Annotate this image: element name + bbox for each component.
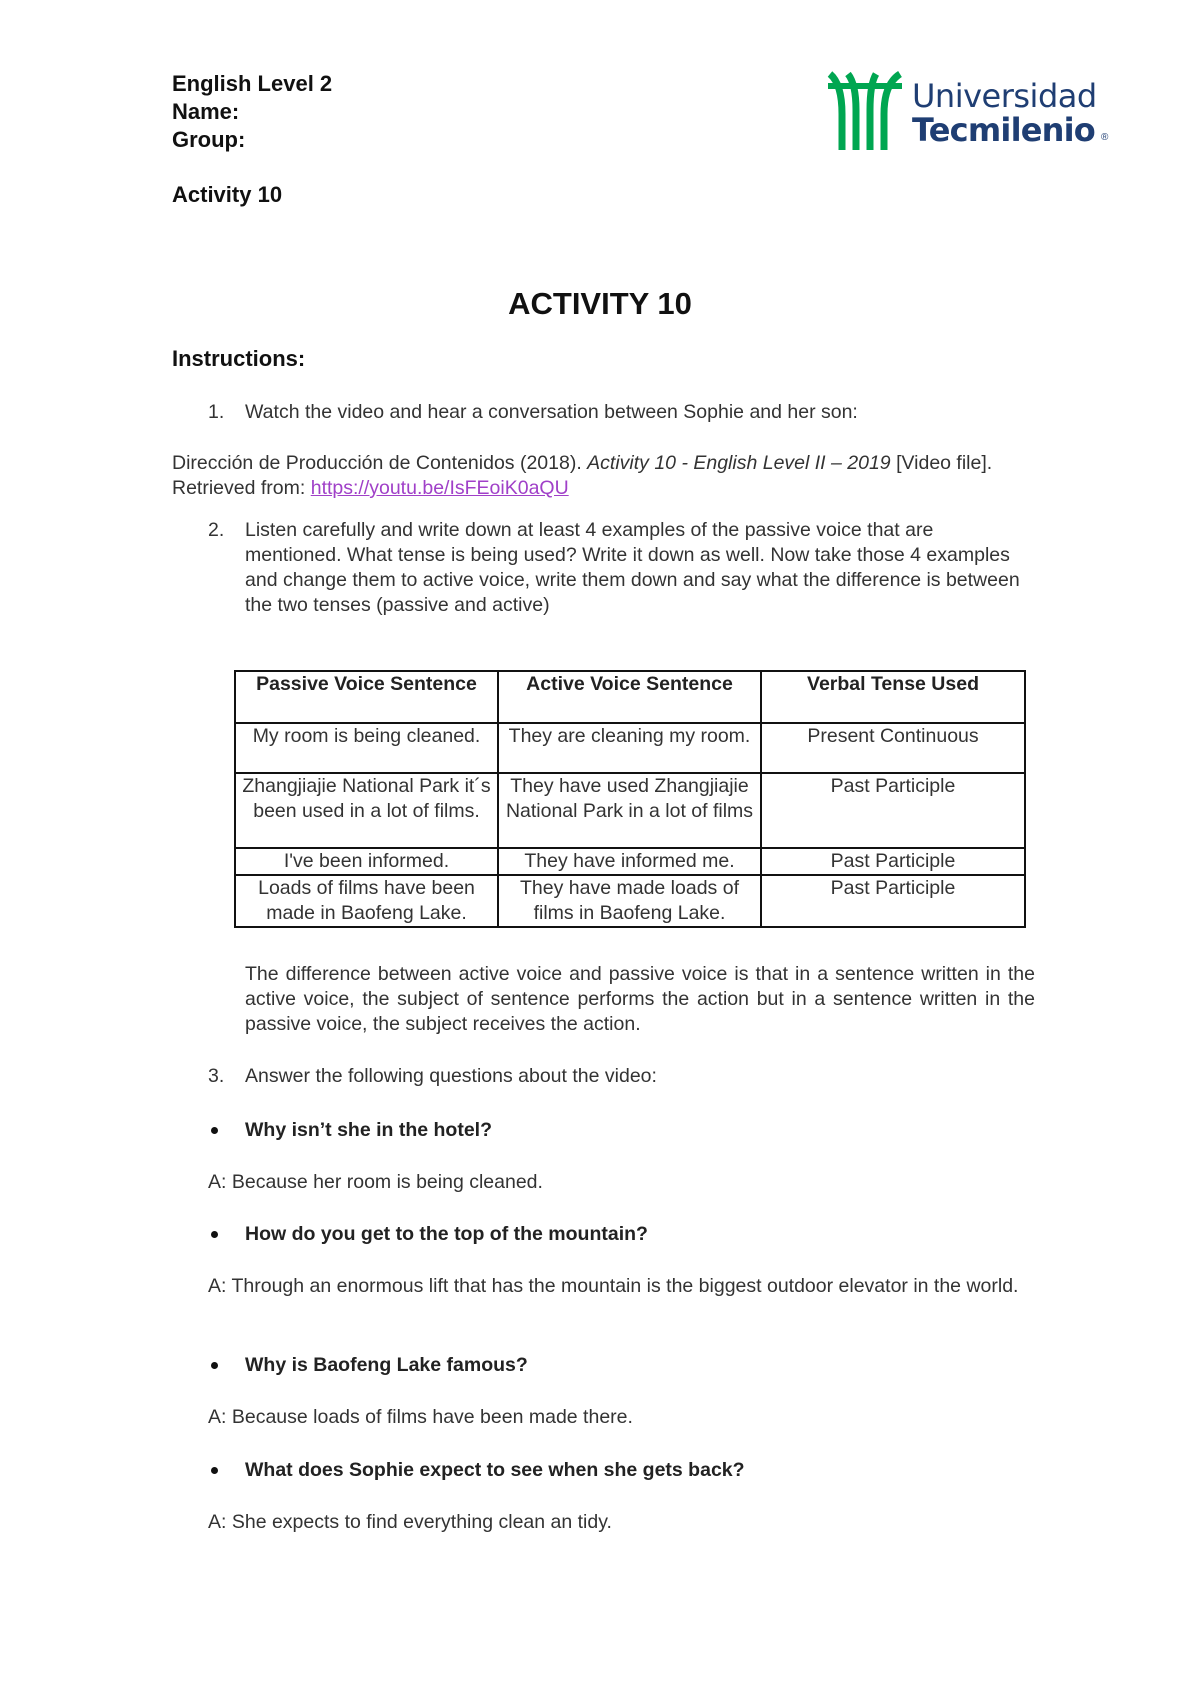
table-row [235,848,1025,875]
video-link[interactable]: https://youtu.be/IsFEoiK0aQU [310,477,569,499]
tense-cell: Past Participle [761,773,1025,848]
passive-cell: Loads of films have been made in Baofeng Lake. [235,875,498,927]
question-text: Why isn’t she in the hotel? [245,1119,493,1141]
instructions-heading: Instructions: [172,346,306,371]
question-text: What does Sophie expect to see when she gets back? [245,1459,745,1481]
passive-cell: Zhangjiajie National Park it´s been used in a lot of films. [235,773,498,848]
header-active: Active Voice Sentence [498,671,761,723]
tense-cell: Past Participle [761,875,1025,927]
document-title: ACTIVITY 10 [508,286,692,321]
active-cell: They have used Zhangjiajie National Park in a lot of films [498,773,761,848]
active-cell: They are cleaning my room. [498,723,761,773]
header-meta [172,70,332,209]
list-number: 3. [208,1065,225,1087]
bullet-icon [211,1362,218,1369]
question-text: Why is Baofeng Lake famous? [245,1354,528,1376]
activity-label: Activity 10 [172,182,283,207]
bullet-icon [211,1467,218,1474]
active-cell: They have informed me. [498,848,761,875]
logo-text-universidad: Universidad [912,77,1097,115]
group-field-label: Group: [172,127,246,152]
list-number: 2. [208,519,225,541]
table-row [235,773,1025,848]
table-header-row [235,671,1025,723]
passive-cell: My room is being cleaned. [235,723,498,773]
university-logo [826,70,1116,152]
tense-cell: Past Participle [761,848,1025,875]
citation-title: Activity 10 - English Level II – 2019 [587,452,891,474]
table-row [235,875,1025,927]
list-text: Answer the following questions about the video: [245,1065,657,1087]
active-cell: They have made loads of films in Baofeng Lake. [498,875,761,927]
voice-table [234,670,1026,928]
logo-text-tecmilenio: Tecmilenio [912,111,1095,149]
question-text: How do you get to the top of the mountain? [245,1223,648,1245]
course-label: English Level 2 [172,71,333,96]
difference-paragraph: The difference between active voice and passive voice is that in a sentence written in the active voice, the subject of sentence performs the action but in a sentence written in the passive voice, the subject receives the action. [245,963,1035,1035]
answer-text: A: Because her room is being cleaned. [208,1171,543,1193]
header-passive: Passive Voice Sentence [235,671,498,723]
list-text: Listen carefully and write down at least 4 examples of the passive voice that are mentioned. What tense is being used? Write it down as well. Now take those 4 examples and change them to active voice, write them down and say what the difference is between the two tenses (passive and active) [245,519,1020,616]
list-text: Watch the video and hear a conversation between Sophie and her son: [245,401,858,423]
bullet-icon [211,1127,218,1134]
video-citation [172,451,1038,501]
answer-text: A: Because loads of films have been made there. [208,1406,633,1428]
list-number: 1. [208,401,225,423]
bullet-icon [211,1231,218,1238]
name-field-label: Name: [172,99,240,124]
header-tense: Verbal Tense Used [761,671,1025,723]
answer-text: A: Through an enormous lift that has the mountain is the biggest outdoor elevator in the world. [208,1275,1019,1297]
tense-cell: Present Continuous [761,723,1025,773]
citation-prefix: Dirección de Producción de Contenidos (2018). [172,452,588,474]
table-row [235,723,1025,773]
answer-text: A: She expects to find everything clean an tidy. [208,1511,612,1533]
tecmilenio-logo-mark [826,70,906,152]
citation-middle: [Video file]. Retrieved from: [172,452,993,499]
passive-cell: I've been informed. [235,848,498,875]
logo-registered-mark: ® [1101,132,1109,143]
